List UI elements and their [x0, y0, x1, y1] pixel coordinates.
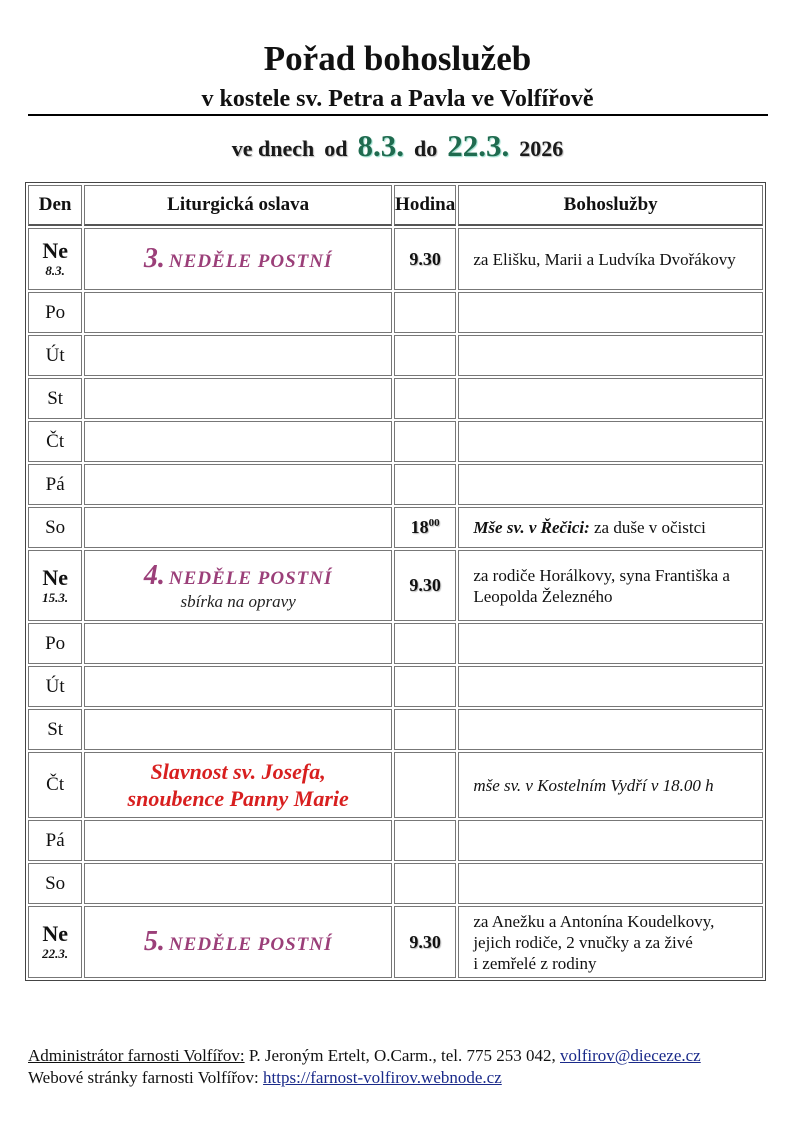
hour-cell	[394, 507, 456, 548]
service-cell	[458, 623, 763, 664]
service-cell	[458, 292, 763, 333]
col-header-day: Den	[28, 185, 82, 226]
hour-cell	[394, 421, 456, 462]
liturgy-cell	[84, 228, 392, 290]
day-label: Ne	[42, 564, 68, 590]
liturgy-cell	[84, 507, 392, 548]
feast-title-line1: Slavnost sv. Josefa,	[150, 759, 326, 784]
title-divider	[28, 114, 768, 116]
schedule-table	[25, 182, 766, 981]
footer-admin-line	[28, 1045, 701, 1067]
hour-cell	[394, 292, 456, 333]
admin-contact: P. Jeroným Ertelt, O.Carm., tel. 775 253 042,	[244, 1046, 560, 1065]
day-cell: So	[28, 863, 82, 904]
feast-title-line2: snoubence Panny Marie	[127, 786, 349, 811]
dates-from-label: od	[324, 136, 348, 161]
liturgy-cell	[84, 666, 392, 707]
dates-prefix: ve dnech	[231, 136, 315, 161]
table-row	[28, 709, 763, 750]
hour-cell	[394, 820, 456, 861]
day-date: 15.3.	[42, 589, 69, 605]
table-row	[28, 228, 763, 290]
service-cell	[458, 863, 763, 904]
footer-web-line	[28, 1067, 701, 1089]
website-link[interactable]: https://farnost-volfirov.webnode.cz	[263, 1068, 502, 1087]
day-date: 22.3.	[42, 946, 69, 961]
day-cell: St	[28, 709, 82, 750]
lent-sunday-name: NEDĚLE POSTNÍ	[168, 251, 333, 272]
day-cell: Čt	[28, 421, 82, 462]
service-location: Mše sv. v Řečici:	[473, 518, 590, 537]
service-note: mše sv. v Kostelním Vydří v 18.00 h	[473, 775, 714, 795]
hour-minutes: 00	[428, 517, 440, 529]
table-row	[28, 906, 763, 978]
footer	[28, 1045, 701, 1089]
service-line: i zemřelé z rodiny	[473, 953, 597, 973]
service-cell	[458, 507, 763, 548]
hour-cell	[394, 623, 456, 664]
day-cell	[28, 228, 82, 290]
liturgy-cell	[84, 906, 392, 978]
table-header-row	[28, 185, 763, 226]
service-cell	[458, 666, 763, 707]
date-to: 22.3.	[447, 128, 510, 163]
hour-cell: 9.30	[394, 906, 456, 978]
hour-cell	[394, 709, 456, 750]
lent-sunday-name: NEDĚLE POSTNÍ	[168, 934, 333, 955]
liturgy-cell	[84, 550, 392, 621]
day-cell: Po	[28, 623, 82, 664]
hour-cell	[394, 752, 456, 818]
hour-cell: 9.30	[394, 550, 456, 621]
service-cell	[458, 752, 763, 818]
liturgy-cell	[84, 623, 392, 664]
service-intention: za duše v očistci	[589, 518, 706, 537]
day-cell	[28, 550, 82, 621]
day-cell: Pá	[28, 464, 82, 505]
table-row	[28, 507, 763, 548]
table-row	[28, 335, 763, 376]
service-line: jejich rodiče, 2 vnučky a za živé	[473, 932, 693, 952]
lent-week-number: 4.	[143, 559, 165, 591]
day-cell: St	[28, 378, 82, 419]
service-cell	[458, 906, 763, 978]
service-cell	[458, 421, 763, 462]
hour-cell	[394, 335, 456, 376]
dates-year: 2026	[519, 136, 564, 161]
hour-cell	[394, 666, 456, 707]
table-row	[28, 752, 763, 818]
admin-label: Administrátor farnosti Volfířov:	[28, 1046, 245, 1065]
service-cell	[458, 820, 763, 861]
liturgy-cell	[84, 292, 392, 333]
day-cell: Po	[28, 292, 82, 333]
table-row	[28, 464, 763, 505]
service-cell	[458, 464, 763, 505]
day-cell: Pá	[28, 820, 82, 861]
liturgy-cell	[84, 709, 392, 750]
hour-main: 18	[410, 517, 429, 537]
service-cell: za Elišku, Marii a Ludvíka Dvořákovy	[458, 228, 763, 290]
day-date: 8.3.	[45, 263, 65, 278]
liturgy-cell	[84, 464, 392, 505]
lent-week-number: 5.	[143, 926, 165, 957]
hour-cell	[394, 378, 456, 419]
col-header-hour: Hodina	[394, 185, 456, 226]
service-cell: za rodiče Horálkovy, syna Františka a Leopolda Železného	[458, 550, 763, 621]
collection-note: sbírka na opravy	[180, 591, 296, 611]
hour-cell	[394, 863, 456, 904]
table-row	[28, 623, 763, 664]
liturgy-cell	[84, 752, 392, 818]
col-header-services: Bohoslužby	[458, 185, 763, 226]
dates-to-label: do	[414, 136, 438, 161]
day-cell: So	[28, 507, 82, 548]
service-cell	[458, 378, 763, 419]
liturgy-cell	[84, 335, 392, 376]
table-row	[28, 378, 763, 419]
table-row	[28, 820, 763, 861]
date-from: 8.3.	[357, 128, 404, 163]
liturgy-cell	[84, 378, 392, 419]
service-cell	[458, 335, 763, 376]
service-cell	[458, 709, 763, 750]
table-row	[28, 550, 763, 621]
day-cell	[28, 906, 82, 978]
day-label: Ne	[42, 921, 68, 946]
lent-week-number: 3.	[143, 243, 165, 274]
col-header-liturgy: Liturgická oslava	[84, 185, 392, 226]
web-label: Webové stránky farnosti Volfířov:	[28, 1068, 264, 1087]
table-row	[28, 666, 763, 707]
table-row	[28, 863, 763, 904]
day-cell: Út	[28, 666, 82, 707]
day-label: Ne	[42, 238, 68, 263]
liturgy-cell	[84, 421, 392, 462]
date-range	[0, 128, 795, 170]
page-title: Pořad bohoslužeb	[263, 39, 532, 78]
email-link[interactable]: volfirov@dieceze.cz	[560, 1046, 701, 1065]
hour-cell: 9.30	[394, 228, 456, 290]
page-subtitle: v kostele sv. Petra a Pavla ve Volfířově	[201, 86, 594, 112]
table-row	[28, 292, 763, 333]
liturgy-cell	[84, 863, 392, 904]
day-cell: Čt	[28, 752, 82, 818]
service-line: za Anežku a Antonína Koudelkovy,	[473, 911, 715, 931]
liturgy-cell	[84, 820, 392, 861]
lent-sunday-name: NEDĚLE POSTNÍ	[168, 567, 333, 589]
hour-cell	[394, 464, 456, 505]
table-row	[28, 421, 763, 462]
day-cell: Út	[28, 335, 82, 376]
